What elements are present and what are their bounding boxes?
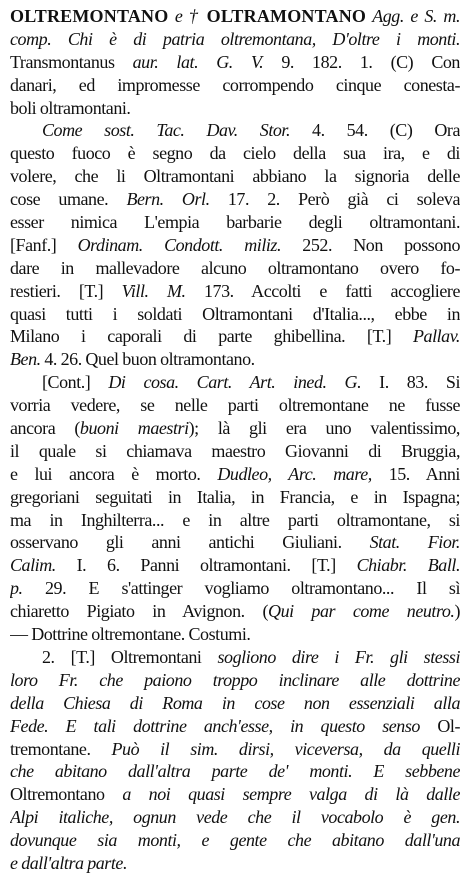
text-line: [10, 348, 460, 371]
citation: Dudleo, Arc. mare,: [217, 463, 372, 484]
gloss: e dall'altra parte.: [10, 852, 127, 873]
text-segment: 4. 26. Quel buon oltramontano.: [40, 349, 255, 370]
text-line: [10, 600, 460, 623]
gloss: loro Fr. che paiono troppo inclinare alle dottrine: [10, 669, 460, 690]
text-segment: boli oltramontani.: [10, 97, 131, 118]
text-line: [10, 28, 460, 51]
text-segment: ma in Inghilterra... e in altre parti oltramontane, si: [10, 509, 460, 530]
text-segment: Oltremontano: [10, 784, 123, 805]
text-line: [10, 234, 460, 257]
text-segment: e lui ancora è morto.: [10, 463, 218, 484]
text-segment: cose umane.: [10, 189, 127, 210]
text-line: [10, 715, 460, 738]
text-line: [10, 417, 460, 440]
text-segment: I. 83. Si: [361, 372, 460, 393]
text-line: [10, 280, 460, 303]
grammar-label: Agg. e S. m.: [366, 6, 460, 26]
text-segment: 9. 182. 1. (C) Con: [263, 51, 460, 72]
text-segment: volere, che li Oltramontani abbiano la signoria delle: [10, 166, 460, 187]
text-line: [10, 531, 460, 554]
text-line: [10, 669, 460, 692]
gloss: Qui par come neutro.: [268, 601, 455, 622]
text-line: [10, 394, 460, 417]
gloss: dovunque sia monti, e gente che abitano dall'una: [10, 830, 460, 851]
text-line: [10, 463, 460, 486]
headword-connector: e †: [168, 6, 207, 26]
text-line: [10, 852, 460, 875]
text-segment: restieri. [T.]: [10, 280, 122, 301]
citation: Calim.: [10, 555, 56, 576]
text-line: [10, 165, 460, 188]
gloss: della Chiesa di Roma in cose non essenziali alla: [10, 692, 460, 713]
citation: Stat. Fior.: [369, 532, 460, 553]
headword-alternate: OLTRAMONTANO: [206, 6, 367, 26]
text-line: [10, 211, 460, 234]
text-line: [10, 142, 460, 165]
text-segment: Ol-: [419, 715, 460, 736]
text-segment: chiaretto Pigiato in Avignon. (: [10, 601, 269, 622]
gloss: a noi quasi sempre valga di là dalle: [122, 784, 460, 805]
text-line: [10, 783, 460, 806]
text-segment: ancora (: [10, 418, 80, 439]
text-line: [10, 303, 460, 326]
text-segment: osservano gli anni antichi Giuliani.: [10, 532, 370, 553]
entry-heading-line: [10, 5, 460, 28]
text-line: [10, 738, 460, 761]
text-line: [10, 371, 460, 394]
text-segment: tremontane.: [10, 738, 112, 759]
text-segment: 252. Non possono: [281, 234, 460, 255]
citation: aur. lat. G. V.: [132, 51, 264, 72]
text-segment: comp. Chi è di patria oltremontana, D'oltre i monti.: [10, 28, 460, 49]
text-segment: ); là gli era uno valentissimo,: [188, 418, 460, 439]
gloss: Può il sim. dirsi, viceversa, da quelli: [111, 738, 460, 759]
text-segment: questo fuoco è segno da cielo della sua ira, e di: [10, 143, 460, 164]
text-line: [10, 509, 460, 532]
text-line: [10, 646, 460, 669]
gloss: buoni maestri: [79, 418, 189, 439]
text-segment: danari, ed impromesse corrompendo cinque conesta-: [10, 74, 460, 95]
citation: Come sost. Tac. Dav. Stor.: [42, 120, 291, 141]
text-line: [10, 692, 460, 715]
text-segment: Transmontanus: [10, 51, 133, 72]
text-line: [10, 829, 460, 852]
text-line: [10, 325, 460, 348]
text-segment: 4. 54. (C) Ora: [290, 120, 460, 141]
text-segment: Milano i caporali di parte ghibellina. [T.]: [10, 326, 413, 347]
citation: Chiabr. Ball.: [356, 555, 460, 576]
citation: p.: [10, 578, 23, 599]
citation: Vill. M.: [121, 280, 186, 301]
headword: OLTREMONTANO: [10, 6, 169, 26]
text-line: [10, 257, 460, 280]
text-segment: vorria vedere, se nelle parti oltremontane ne fusse: [10, 395, 460, 416]
text-segment: [Cont.]: [42, 372, 109, 393]
text-segment: 29. E s'attinger vogliamo oltramontano... Il sì: [22, 578, 460, 599]
text-segment: 173. Accolti e fatti accogliere: [185, 280, 460, 301]
text-segment: gregoriani seguitati in Italia, in Francia, e in Ispagna;: [10, 486, 460, 507]
citation: Pallav.: [412, 326, 460, 347]
text-line: [10, 440, 460, 463]
text-segment: 17. 2. Però già ci soleva: [209, 189, 460, 210]
citation: Ordinam. Condott. miliz.: [77, 234, 282, 255]
text-line: [10, 188, 460, 211]
gloss: Alpi italiche, ognun vede che il vocabolo è gen.: [10, 807, 460, 828]
text-segment: quasi tutti i soldati Oltramontani d'Italia..., ebbe in: [10, 303, 460, 324]
text-line: [10, 554, 460, 577]
text-line: [10, 806, 460, 829]
text-line: [10, 119, 460, 142]
text-segment: I. 6. Panni oltramontani. [T.]: [55, 555, 357, 576]
text-line: [10, 577, 460, 600]
text-line: [10, 97, 460, 120]
text-line: [10, 623, 460, 646]
text-segment: esser nimica L'empia barbarie degli oltramontani.: [10, 212, 460, 233]
citation: Bern. Orl.: [126, 189, 210, 210]
gloss: sogliono dire i Fr. gli stessi: [217, 646, 460, 667]
text-line: [10, 760, 460, 783]
text-line: [10, 486, 460, 509]
text-line: [10, 74, 460, 97]
gloss: che abitano dall'altra parte de' monti. E sebbene: [10, 761, 460, 782]
text-line: [10, 51, 460, 74]
text-segment: — Dottrine oltremontane. Costumi.: [10, 624, 251, 645]
citation: Di cosa. Cart. Art. ined. G.: [108, 372, 362, 393]
text-segment: dare in mallevadore alcuno oltramontano overo fo-: [10, 257, 460, 278]
text-segment: il quale si chiamava maestro Giovanni di Bruggia,: [10, 440, 460, 461]
text-segment: ): [454, 601, 460, 622]
citation: Ben.: [10, 349, 41, 370]
gloss: Fede. E tali dottrine anch'esse, in questo senso: [10, 715, 420, 736]
text-segment: [Fanf.]: [10, 234, 78, 255]
text-segment: 2. [T.] Oltremontani: [42, 646, 218, 667]
text-segment: 15. Anni: [371, 463, 460, 484]
